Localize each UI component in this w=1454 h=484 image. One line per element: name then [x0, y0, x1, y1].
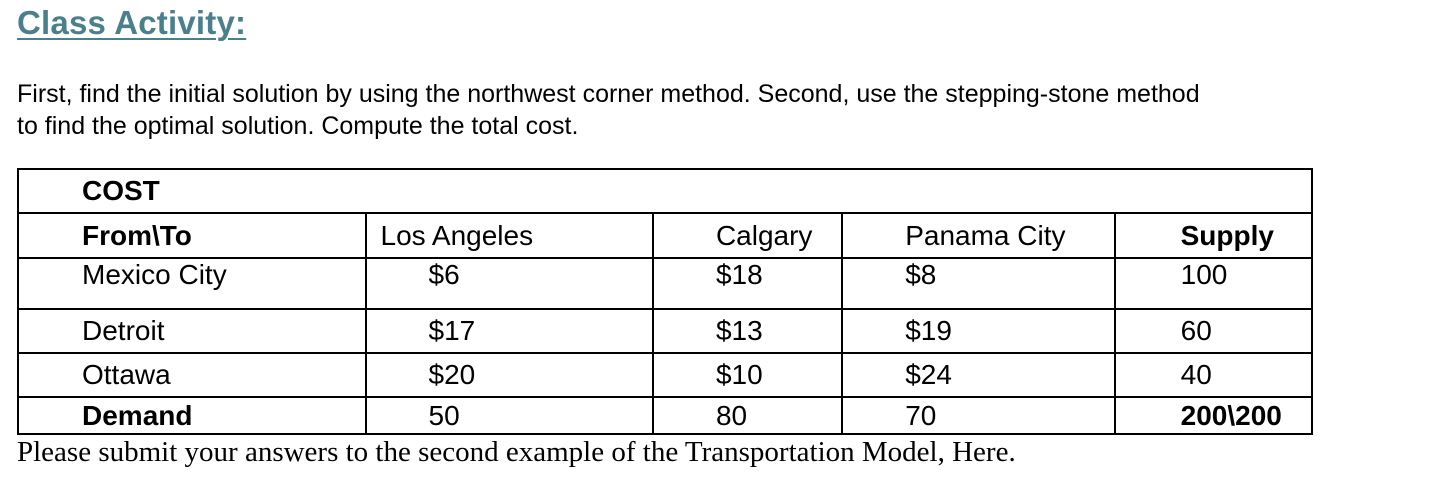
cost-cell: $24 [842, 353, 1114, 397]
supply-cell: 60 [1115, 309, 1312, 353]
row-from-cell: Mexico City [18, 258, 366, 309]
submission-note: Please submit your answers to the second example of the Transportation Model, Here. [17, 436, 1016, 468]
header-los-angeles: Los Angeles [366, 213, 653, 258]
demand-cell: 80 [653, 397, 842, 434]
table-row [18, 353, 1312, 397]
table-caption: COST [18, 169, 1312, 213]
cost-cell: $8 [842, 258, 1114, 309]
demand-total-cell: 200\200 [1115, 397, 1312, 434]
header-from-to: From\To [18, 213, 366, 258]
supply-cell: 100 [1115, 258, 1312, 309]
table-header-row [18, 213, 1312, 258]
instructions-line-1: First, find the initial solution by using the northwest corner method. Second, use the stepping-stone method [17, 80, 1200, 108]
table-row [18, 309, 1312, 353]
table-row [18, 258, 1312, 309]
page-title: Class Activity: [17, 4, 247, 41]
row-from-cell: Detroit [18, 309, 366, 353]
header-calgary: Calgary [653, 213, 842, 258]
demand-label: Demand [18, 397, 366, 434]
instructions-line-2: to find the optimal solution. Compute the total cost. [17, 112, 579, 140]
cost-cell: $19 [842, 309, 1114, 353]
instructions-paragraph [17, 78, 1377, 142]
row-from-cell: Ottawa [18, 353, 366, 397]
cost-cell: $6 [366, 258, 653, 309]
supply-cell: 40 [1115, 353, 1312, 397]
cost-cell: $10 [653, 353, 842, 397]
cost-table [17, 168, 1313, 435]
demand-cell: 70 [842, 397, 1114, 434]
cost-cell: $20 [366, 353, 653, 397]
cost-cell: $13 [653, 309, 842, 353]
demand-cell: 50 [366, 397, 653, 434]
demand-row [18, 397, 1312, 434]
header-panama-city: Panama City [842, 213, 1114, 258]
table-caption-row [18, 169, 1312, 213]
cost-cell: $18 [653, 258, 842, 309]
header-supply: Supply [1115, 213, 1312, 258]
cost-cell: $17 [366, 309, 653, 353]
